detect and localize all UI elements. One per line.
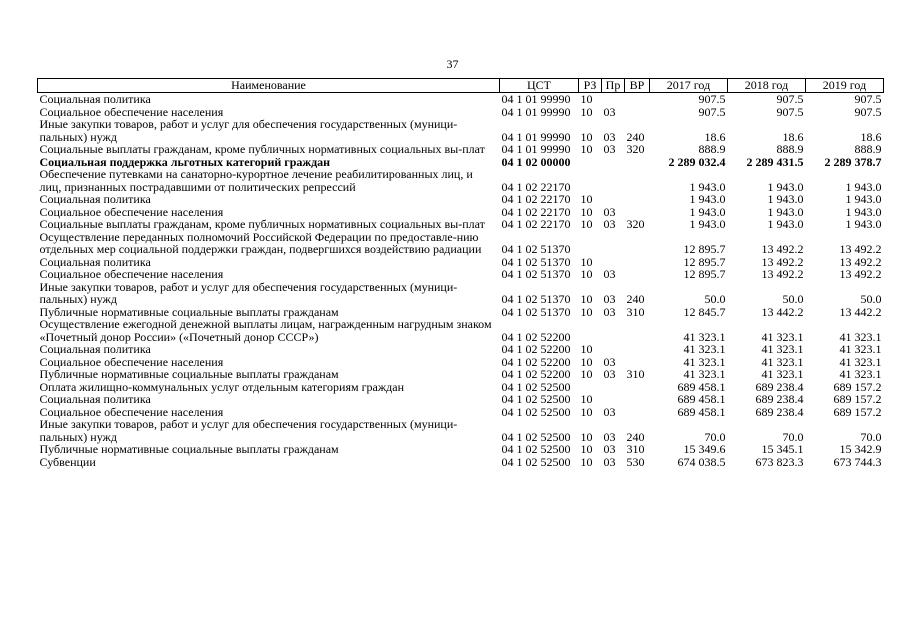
cell-vr: 320 — [626, 217, 645, 231]
cell-vr — [625, 156, 650, 169]
table-row — [38, 343, 884, 356]
cell-pr — [602, 93, 625, 106]
cell-rz: 10 — [580, 304, 593, 319]
cell-vr — [625, 168, 650, 193]
cell-cst: 04 1 02 52500 — [501, 379, 571, 394]
cell-2017: 674 038.5 — [677, 454, 726, 469]
cell-vr: 320 — [626, 142, 645, 156]
cell-pr: 03 — [603, 104, 616, 119]
cell-name: Социальная политика — [39, 342, 151, 356]
cell-cst: 04 1 02 00000 — [501, 154, 571, 169]
cell-2019: 41 323.1 — [839, 354, 882, 369]
cell-vr: 310 — [626, 442, 645, 456]
cell-rz — [579, 168, 602, 193]
cell-2019: 41 323.1 — [839, 329, 882, 344]
cell-name: Социальное обеспечение населения — [39, 204, 224, 219]
cell-pr: 03 — [603, 304, 616, 319]
cell-2019: 50.0 — [860, 292, 882, 306]
cell-cst: 04 1 02 52500 — [501, 454, 571, 469]
cell-rz — [579, 318, 602, 343]
cell-vr — [625, 406, 650, 419]
cell-vr — [625, 193, 650, 206]
cell-name: Осуществление переданных полномочий Российской Федерации по предоставле-нию отдельных мер социальной поддержки граждан, подвергшихся воздействию радиации — [39, 229, 482, 256]
cell-name: Публичные нормативные социальные выплаты гражданам — [39, 304, 339, 319]
cell-2019: 13 442.2 — [839, 304, 882, 319]
cell-2017: 50.0 — [704, 292, 726, 306]
cell-cst: 04 1 02 22170 — [501, 179, 571, 194]
cell-2019: 13 492.2 — [839, 254, 882, 269]
cell-rz: 10 — [580, 342, 593, 356]
cell-2018: 2 289 431.5 — [746, 154, 804, 169]
cell-name: Социальное обеспечение населения — [39, 354, 224, 369]
cell-name: Социальное обеспечение населения — [39, 104, 224, 119]
cell-2018: 41 323.1 — [761, 342, 804, 356]
cell-vr: 240 — [626, 429, 645, 444]
cell-rz: 10 — [580, 217, 593, 231]
cell-vr — [625, 318, 650, 343]
cell-pr — [602, 231, 625, 256]
cell-2018: 689 238.4 — [755, 392, 804, 406]
cell-2017: 1 943.0 — [689, 179, 726, 194]
cell-2018: 15 345.1 — [761, 442, 804, 456]
table-row — [38, 268, 884, 281]
cell-cst: 04 1 02 51370 — [501, 304, 571, 319]
cell-name: Публичные нормативные социальные выплаты гражданам — [39, 367, 339, 381]
cell-rz: 10 — [580, 392, 593, 406]
cell-rz: 10 — [580, 204, 593, 219]
cell-2018: 907.5 — [776, 92, 804, 106]
cell-pr — [602, 168, 625, 193]
cell-2018: 13 492.2 — [761, 254, 804, 269]
cell-name: Социальная политика — [39, 92, 151, 106]
cell-rz: 10 — [580, 192, 593, 206]
table-row — [38, 168, 884, 193]
cell-2018: 13 492.2 — [761, 267, 804, 281]
cell-2018: 1 943.0 — [767, 179, 804, 194]
cell-2019: 689 157.2 — [833, 379, 882, 394]
cell-pr: 03 — [603, 142, 616, 156]
cell-vr — [625, 256, 650, 269]
cell-cst: 04 1 02 51370 — [501, 254, 571, 269]
cell-rz: 10 — [580, 429, 593, 444]
cell-2017: 15 349.6 — [683, 442, 726, 456]
cell-pr — [602, 393, 625, 406]
cell-2018: 689 238.4 — [755, 379, 804, 394]
cell-pr — [602, 381, 625, 394]
cell-2019: 2 289 378.7 — [824, 154, 882, 169]
cell-cst: 04 1 01 99990 — [501, 104, 571, 119]
cell-pr — [602, 156, 625, 169]
cell-name: Социальное обеспечение населения — [39, 267, 224, 281]
table-row — [38, 318, 884, 343]
cell-2019: 689 157.2 — [833, 392, 882, 406]
cell-cst: 04 1 02 52200 — [501, 329, 571, 344]
cell-2018: 1 943.0 — [767, 192, 804, 206]
cell-2017: 907.5 — [698, 92, 726, 106]
cell-2018: 13 442.2 — [761, 304, 804, 319]
cell-2017: 41 323.1 — [683, 329, 726, 344]
cell-2018: 41 323.1 — [761, 367, 804, 381]
cell-cst: 04 1 02 52500 — [501, 392, 571, 406]
header-name: Наименование — [38, 79, 500, 93]
cell-2019: 41 323.1 — [839, 342, 882, 356]
cell-2017: 1 943.0 — [689, 204, 726, 219]
cell-2017: 907.5 — [698, 104, 726, 119]
cell-vr — [625, 93, 650, 106]
cell-vr: 310 — [626, 304, 645, 319]
cell-cst: 04 1 01 99990 — [501, 129, 571, 144]
table-row — [38, 418, 884, 443]
cell-name: Социальная политика — [39, 254, 151, 269]
cell-pr: 03 — [603, 429, 616, 444]
cell-pr — [602, 343, 625, 356]
cell-2019: 1 943.0 — [845, 192, 882, 206]
cell-pr: 03 — [603, 354, 616, 369]
cell-2018: 907.5 — [776, 104, 804, 119]
cell-2017: 689 458.1 — [677, 392, 726, 406]
header-cst: ЦСТ — [500, 79, 579, 93]
header-2018: 2018 год — [728, 79, 806, 93]
cell-rz: 10 — [580, 404, 593, 419]
cell-2017: 18.6 — [704, 129, 726, 144]
cell-2018: 1 943.0 — [767, 217, 804, 231]
table-header — [38, 79, 884, 93]
header-row — [38, 79, 884, 93]
cell-2019: 888.9 — [854, 142, 882, 156]
cell-pr — [602, 318, 625, 343]
table-row — [38, 368, 884, 381]
cell-name: Субвенции — [39, 454, 96, 469]
cell-2017: 689 458.1 — [677, 379, 726, 394]
cell-name: Социальные выплаты гражданам, кроме публичных нормативных социальных вы-плат — [39, 142, 485, 156]
cell-rz: 10 — [580, 104, 593, 119]
cell-cst: 04 1 01 99990 — [501, 142, 571, 156]
cell-2019: 689 157.2 — [833, 404, 882, 419]
cell-rz: 10 — [580, 129, 593, 144]
cell-2017: 12 895.7 — [683, 242, 726, 256]
cell-rz — [579, 231, 602, 256]
cell-cst: 04 1 02 52500 — [501, 442, 571, 456]
table-row — [38, 231, 884, 256]
table-row — [38, 143, 884, 156]
cell-2017: 12 895.7 — [683, 254, 726, 269]
cell-rz: 10 — [580, 442, 593, 456]
cell-2019: 18.6 — [860, 129, 882, 144]
cell-name: Осуществление ежегодной денежной выплаты лицам, награжденным нагрудным знаком «Почетный донор России» («Почетный донор СССР») — [39, 317, 492, 344]
cell-2018: 41 323.1 — [761, 329, 804, 344]
cell-2019: 13 492.2 — [839, 242, 882, 256]
cell-cst: 04 1 02 22170 — [501, 192, 571, 206]
table-row — [38, 193, 884, 206]
cell-2019: 673 744.3 — [833, 454, 882, 469]
cell-2018: 888.9 — [776, 142, 804, 156]
cell-2017: 12 895.7 — [683, 267, 726, 281]
cell-pr: 03 — [603, 267, 616, 281]
cell-vr: 240 — [626, 292, 645, 306]
cell-pr: 03 — [603, 442, 616, 456]
cell-name: Социальная политика — [39, 192, 151, 206]
cell-cst: 04 1 02 22170 — [501, 204, 571, 219]
cell-name: Социальные выплаты гражданам, кроме публичных нормативных социальных вы-плат — [39, 217, 485, 231]
cell-vr — [625, 393, 650, 406]
header-pr: Пр — [602, 79, 625, 93]
cell-2018: 41 323.1 — [761, 354, 804, 369]
cell-rz: 10 — [580, 454, 593, 469]
cell-name: Социальная поддержка льготных категорий граждан — [39, 154, 331, 169]
cell-pr: 03 — [603, 454, 616, 469]
cell-vr — [625, 268, 650, 281]
cell-name: Социальное обеспечение населения — [39, 404, 224, 419]
cell-vr — [625, 106, 650, 119]
cell-pr: 03 — [603, 204, 616, 219]
cell-2019: 70.0 — [860, 429, 882, 444]
cell-2017: 1 943.0 — [689, 217, 726, 231]
cell-2018: 689 238.4 — [755, 404, 804, 419]
cell-2019: 41 323.1 — [839, 367, 882, 381]
cell-cst: 04 1 02 52200 — [501, 342, 571, 356]
cell-2018: 1 943.0 — [767, 204, 804, 219]
cell-pr: 03 — [603, 217, 616, 231]
table-row — [38, 281, 884, 306]
table-row — [38, 456, 884, 469]
cell-2018: 70.0 — [782, 429, 804, 444]
cell-pr — [602, 193, 625, 206]
cell-cst: 04 1 02 22170 — [501, 217, 571, 231]
cell-pr: 03 — [603, 367, 616, 381]
cell-cst: 04 1 02 51370 — [501, 242, 571, 256]
cell-cst: 04 1 02 51370 — [501, 292, 571, 306]
cell-pr: 03 — [603, 129, 616, 144]
header-rz: РЗ — [579, 79, 602, 93]
cell-rz: 10 — [580, 267, 593, 281]
cell-vr: 240 — [626, 129, 645, 144]
cell-vr: 310 — [626, 367, 645, 381]
table-row — [38, 443, 884, 456]
cell-2017: 41 323.1 — [683, 367, 726, 381]
cell-rz — [579, 156, 602, 169]
cell-2017: 689 458.1 — [677, 404, 726, 419]
cell-name: Обеспечение путевками на санаторно-курортное лечение реабилитированных лиц, и лиц, признанных пострадавшими от политических репрессий — [39, 167, 473, 194]
cell-2019: 907.5 — [854, 104, 882, 119]
cell-2019: 907.5 — [854, 92, 882, 106]
header-2017: 2017 год — [650, 79, 728, 93]
cell-vr — [625, 343, 650, 356]
cell-pr: 03 — [603, 292, 616, 306]
budget-table — [37, 78, 884, 468]
cell-2019: 15 342.9 — [839, 442, 882, 456]
cell-cst: 04 1 02 52200 — [501, 354, 571, 369]
header-vr: ВР — [625, 79, 650, 93]
cell-2017: 1 943.0 — [689, 192, 726, 206]
cell-rz: 10 — [580, 367, 593, 381]
cell-cst: 04 1 02 52200 — [501, 367, 571, 381]
cell-name: Иные закупки товаров, работ и услуг для обеспечения государственных (муници-пальных) нужд — [39, 417, 458, 444]
cell-name: Публичные нормативные социальные выплаты гражданам — [39, 442, 339, 456]
cell-2017: 12 845.7 — [683, 304, 726, 319]
cell-2017: 41 323.1 — [683, 354, 726, 369]
cell-rz: 10 — [580, 254, 593, 269]
table-row — [38, 93, 884, 106]
cell-vr — [625, 381, 650, 394]
cell-2017: 70.0 — [704, 429, 726, 444]
cell-2019: 1 943.0 — [845, 179, 882, 194]
cell-cst: 04 1 02 51370 — [501, 267, 571, 281]
cell-2019: 13 492.2 — [839, 267, 882, 281]
page-number: 37 — [446, 57, 459, 71]
cell-cst: 04 1 01 99990 — [501, 92, 571, 106]
cell-name: Иные закупки товаров, работ и услуг для обеспечения государственных (муници-пальных) нужд — [39, 279, 458, 306]
table-row — [38, 118, 884, 143]
cell-rz: 10 — [580, 92, 593, 106]
cell-2017: 41 323.1 — [683, 342, 726, 356]
cell-rz: 10 — [580, 292, 593, 306]
cell-cst: 04 1 02 52500 — [501, 404, 571, 419]
cell-2018: 50.0 — [782, 292, 804, 306]
table-body — [38, 93, 884, 469]
cell-2019: 1 943.0 — [845, 217, 882, 231]
header-2019: 2019 год — [806, 79, 884, 93]
cell-rz: 10 — [580, 142, 593, 156]
cell-2018: 13 492.2 — [761, 242, 804, 256]
cell-name: Социальная политика — [39, 392, 151, 406]
cell-vr — [625, 231, 650, 256]
cell-2019: 1 943.0 — [845, 204, 882, 219]
cell-2017: 2 289 032.4 — [668, 154, 726, 169]
table-row — [38, 393, 884, 406]
cell-2018: 18.6 — [782, 129, 804, 144]
cell-name: Оплата жилищно-коммунальных услуг отдельным категориям граждан — [39, 379, 404, 394]
table-row — [38, 218, 884, 231]
cell-name: Иные закупки товаров, работ и услуг для обеспечения государственных (муници-пальных) нужд — [39, 117, 458, 144]
cell-2018: 673 823.3 — [755, 454, 804, 469]
cell-2017: 888.9 — [698, 142, 726, 156]
cell-vr: 530 — [626, 454, 645, 469]
cell-cst: 04 1 02 52500 — [501, 429, 571, 444]
cell-rz: 10 — [580, 354, 593, 369]
cell-pr: 03 — [603, 404, 616, 419]
